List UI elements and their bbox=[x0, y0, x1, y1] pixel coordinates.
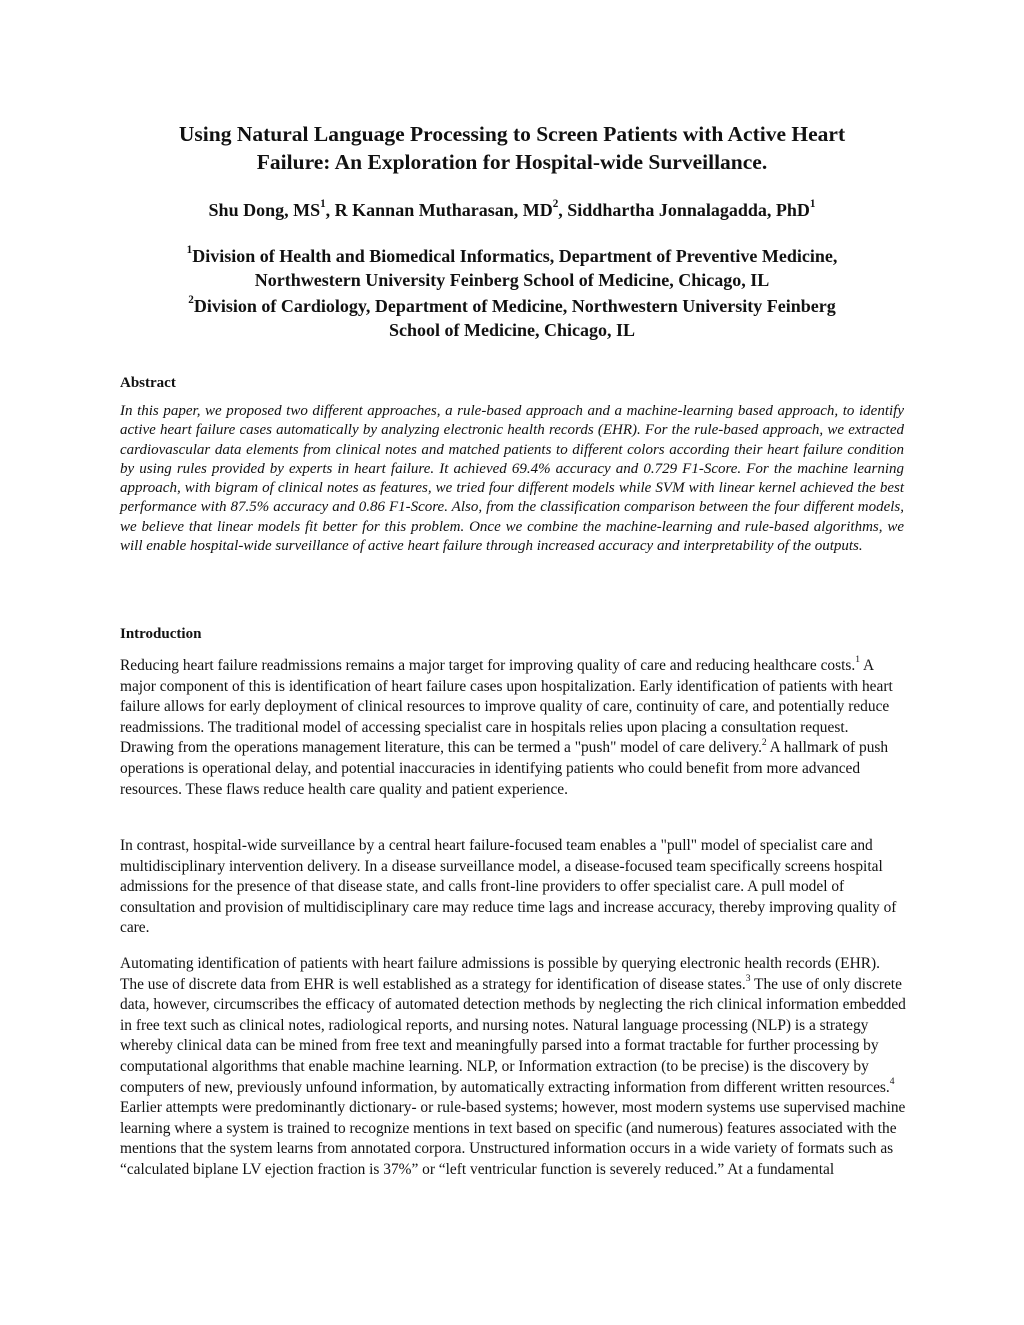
paragraph-text: A hallmark of push operations is operational delay, and potential inaccuracies in identifying patients who could benefit from more advanced resources. These flaws reduce health care quality and patient experience. bbox=[120, 739, 889, 798]
title-line-1: Using Natural Language Processing to Screen Patients with Active Heart bbox=[178, 122, 846, 146]
paragraph-text: Reducing heart failure readmissions remains a major target for improving quality of care and reducing healthcare costs. bbox=[120, 657, 856, 674]
affiliation-line: School of Medicine, Chicago, IL bbox=[389, 320, 635, 340]
abstract-heading: Abstract bbox=[120, 375, 176, 391]
affiliation-line: Division of Health and Biomedical Informatics, Department of Preventive Medicine, bbox=[192, 246, 838, 266]
citation-ref: 4 bbox=[889, 1076, 895, 1088]
author-separator: , bbox=[558, 200, 568, 220]
affiliation-mark: 1 bbox=[186, 244, 193, 257]
affiliation-line: Northwestern University Feinberg School of Medicine, Chicago, IL bbox=[254, 270, 770, 290]
introduction-heading: Introduction bbox=[120, 626, 202, 642]
author-name: Siddhartha Jonnalagadda, PhD bbox=[567, 200, 810, 220]
author-separator: , bbox=[325, 200, 335, 220]
abstract-text: In this paper, we proposed two different approaches, a rule-based approach and a machine-learning based approach, to identify active heart failure cases automatically by analyzing electronic health records (EHR). For the rule-based approach, we extracted cardiovascular data elements from clinical notes and matched patients to different colors according their heart failure condition by using rules provided by experts in heart failure. It achieved 69.4% accuracy and 0.729 F1-Score. For the machine learning approach, with bigram of clinical notes as features, we tried four different models while SVM with linear kernel achieved the best performance with 87.5% accuracy and 0.86 F1-Score. Also, from the classification comparison between the four different models, we believe that linear models fit better for this problem. Once we combine the machine-learning and rule-based algorithms, we will enable hospital-wide surveillance of active heart failure through increased accuracy and interpretability of the outputs. bbox=[120, 403, 904, 555]
affiliation-2 bbox=[120, 294, 904, 342]
paper-title bbox=[120, 120, 904, 176]
author-affiliation-mark: 2 bbox=[552, 198, 559, 211]
author-affiliation-mark: 1 bbox=[320, 198, 326, 211]
paragraph-text: The use of only discrete data, however, circumscribes the efficacy of automated detection methods by neglecting the rich clinical information embedded in free text such as clinical notes, radiological reports, and nursing notes. Natural language processing (NLP) is a strategy whereby clinical data can be mined from free text and meaningfully parsed into a format tractable for further processing by computational algorithms that enable machine learning. NLP, or Information extraction (to be precise) is the discovery by computers of new, previously unfound information, by automatically extracting information from different written resources. bbox=[120, 975, 906, 1096]
author-name: Shu Dong, MS bbox=[208, 200, 321, 220]
affiliation-1 bbox=[120, 244, 904, 292]
citation-ref: 3 bbox=[745, 973, 751, 985]
citation-ref: 2 bbox=[761, 736, 767, 748]
citation-ref: 1 bbox=[855, 654, 860, 666]
paragraph-text: Earlier attempts were predominantly dictionary- or rule-based systems; however, most modern systems use supervised machine learning where a system is trained to recognize mentions in text based on specific (and numerous) features associated with the mentions that the system learns from annotated corpora. Unstructured information occurs in a wide variety of formats such as “calculated biplane LV ejection fraction is 37%” or “left ventricular function is severely reduced.” At a fundamental bbox=[120, 1099, 906, 1178]
author-affiliation-mark: 1 bbox=[809, 198, 816, 211]
title-line-2: Failure: An Exploration for Hospital-wide Surveillance. bbox=[256, 150, 768, 174]
introduction-paragraph-1 bbox=[120, 656, 906, 800]
paragraph-text: A major component of this is identification of heart failure cases upon hospitalization. Early identification of patients with heart failure allows for early deployment of clinical resources to improve quality of care, continuity of care, and potentially reduce readmissions. The traditional model of accessing specialist care in hospitals relies upon placing a consultation request. Drawing from the operations management literature, this can be termed a "push" model of care delivery. bbox=[120, 657, 893, 757]
affiliation-mark: 2 bbox=[188, 294, 194, 307]
introduction-paragraph-2: In contrast, hospital-wide surveillance by a central heart failure-focused team enables a "pull" model of specialist care and multidisciplinary intervention delivery. In a disease surveillance model, a disease-focused team specifically screens hospital admissions for the presence of that disease state, and calls front-line providers to offer specialist care. A pull model of consultation and provision of multidisciplinary care may reduce time lags and increase accuracy, thereby improving quality of care. bbox=[120, 837, 897, 937]
author-list bbox=[120, 198, 904, 222]
introduction-paragraph-3 bbox=[120, 954, 906, 1181]
affiliation-line: Division of Cardiology, Department of Medicine, Northwestern University Feinberg bbox=[193, 296, 836, 316]
paragraph-text: Automating identification of patients with heart failure admissions is possible by querying electronic health records (EHR). The use of discrete data from EHR is well established as a strategy for identification of disease states. bbox=[120, 955, 880, 993]
author-name: R Kannan Mutharasan, MD bbox=[334, 200, 553, 220]
